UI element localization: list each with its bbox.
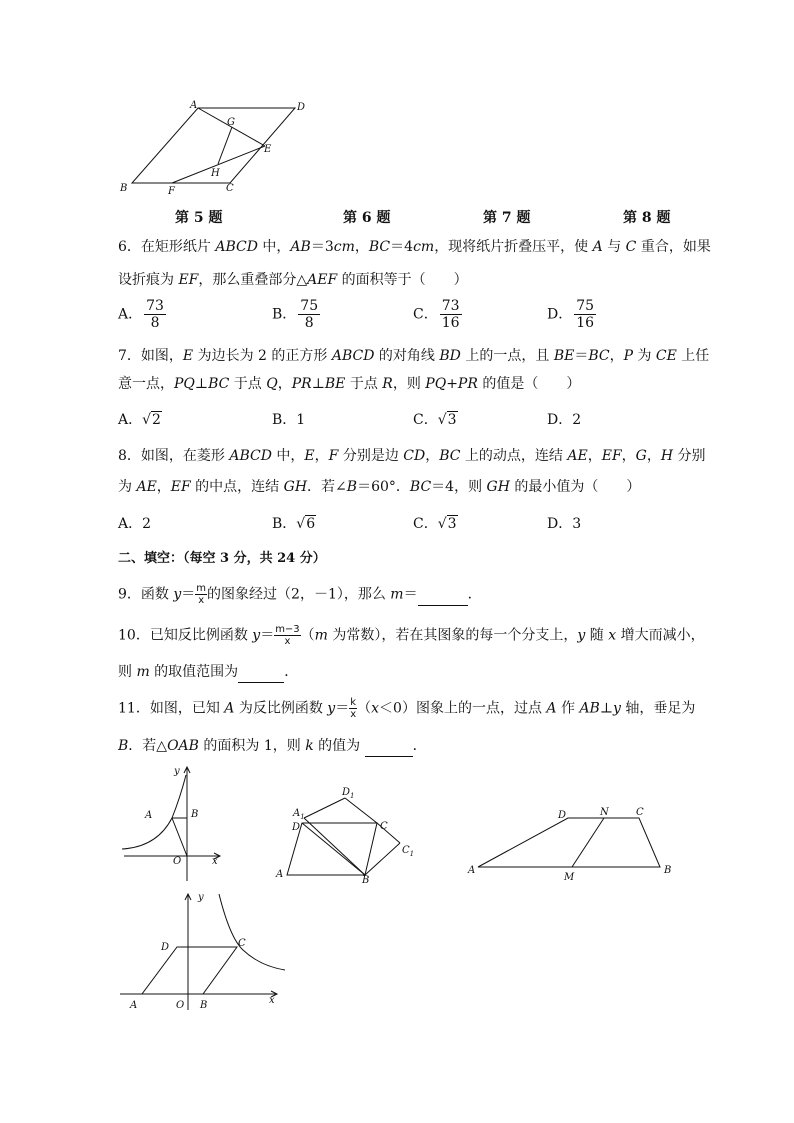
label-N: N xyxy=(600,807,609,818)
label-H: H xyxy=(211,168,220,179)
label-F: F xyxy=(168,186,175,197)
label-O: O xyxy=(173,856,182,867)
label-M: M xyxy=(564,872,575,883)
label-B: B xyxy=(120,183,128,194)
label-D: D xyxy=(292,822,301,833)
q10-line2: 则 m 的取值范围为 ． xyxy=(118,662,298,683)
label-C: C xyxy=(636,807,644,818)
q11-answer-blank[interactable] xyxy=(365,736,413,757)
label-G: G xyxy=(227,117,235,128)
q11-line2: B．若△OAB 的面积为 1，则 k 的值为 ． xyxy=(118,736,427,757)
q8-option-b: B．√6 xyxy=(272,516,316,532)
label-A: A xyxy=(130,1000,138,1011)
label-B: B xyxy=(200,1000,208,1011)
label-D1: $D_1$ xyxy=(342,787,355,800)
label-A: A xyxy=(145,810,153,821)
label-A: A xyxy=(276,869,284,880)
label-O: O xyxy=(176,1000,185,1011)
caption-q5: 第 5 题 xyxy=(175,210,223,226)
parallelogram-hyperbola-figure xyxy=(115,888,290,1018)
q10-line1: 10．已知反比例函数 y＝ $\frac{m-3}{x}$ （m 为常数），若在其图象的每一个分支上，y 随 x 增大而减小， xyxy=(118,624,705,647)
label-D: D xyxy=(297,102,306,113)
q7-option-a: A．√2 xyxy=(118,412,161,428)
q9-line: 9．函数 y＝ $\frac{m}{x}$ 的图象经过（2，－1），那么 m＝ ． xyxy=(118,583,482,606)
q8-line1: 8．如图，在菱形 ABCD 中，E，F 分别是边 CD，BC 上的动点，连结 AE，EF，G，H 分别 xyxy=(118,448,706,464)
label-y: y xyxy=(174,766,180,777)
label-x: x xyxy=(269,995,275,1006)
caption-q8: 第 8 题 xyxy=(623,210,671,226)
label-C: C xyxy=(226,183,234,194)
label-B: B xyxy=(191,809,199,820)
q7-option-c: C．√3 xyxy=(413,412,457,428)
q9-answer-blank[interactable] xyxy=(418,585,468,606)
label-y: y xyxy=(198,892,204,903)
label-A1: $A_1$ xyxy=(293,808,305,821)
q8-option-c: C．√3 xyxy=(413,516,457,532)
q6-option-a: A． $\frac{73}{8}$ xyxy=(118,298,164,331)
q8-line2: 为 AE，EF 的中点，连结 GH．若∠B＝60°．BC＝4，则 GH 的最小值为（ ） xyxy=(118,479,641,495)
section-2-heading: 二、填空：（每空 3 分，共 24 分） xyxy=(118,551,326,566)
q7-line1: 7．如图，E 为边长为 2 的正方形 ABCD 的对角线 BD 上的一点，且 BE＝BC，P 为 CE 上任 xyxy=(118,348,710,364)
label-D: D xyxy=(161,942,170,953)
label-x: x xyxy=(212,856,218,867)
label-C: C xyxy=(238,938,246,949)
q7-option-d: D．2 xyxy=(547,412,582,428)
rhombus-figure xyxy=(110,98,310,198)
trapezoid-figure xyxy=(462,803,687,883)
label-B: B xyxy=(664,865,672,876)
caption-q6: 第 6 题 xyxy=(343,210,391,226)
q8-option-a: A．2 xyxy=(118,516,152,532)
q6-line2: 设折痕为 EF，那么重叠部分△AEF 的面积等于（ ） xyxy=(118,272,468,288)
q7-line2: 意一点，PQ⊥BC 于点 Q，PR⊥BE 于点 R，则 PQ+PR 的值是（ ） xyxy=(118,376,581,392)
label-A: A xyxy=(468,865,476,876)
label-D: D xyxy=(558,810,567,821)
q7-option-b: B．1 xyxy=(272,412,306,428)
q11-figure xyxy=(112,763,227,885)
label-E: E xyxy=(264,144,272,155)
label-B: B xyxy=(362,875,370,886)
q6-option-b: B． $\frac{75}{8}$ xyxy=(272,298,319,331)
caption-q7: 第 7 题 xyxy=(483,210,531,226)
q11-line1: 11．如图，已知 A 为反比例函数 y＝ $\frac{k}{x}$ （x＜0）图象上的一点，过点 A 作 AB⊥y 轴，垂足为 xyxy=(118,697,696,720)
q6-option-c: C． $\frac{73}{16}$ xyxy=(413,298,460,331)
fold-figure xyxy=(270,783,420,887)
label-A: A xyxy=(190,100,198,111)
q8-option-d: D．3 xyxy=(547,516,582,532)
label-C: C xyxy=(380,821,388,832)
q6-option-d: D． $\frac{75}{16}$ xyxy=(547,298,595,331)
q6-line1: 6．在矩形纸片 ABCD 中，AB＝3cm，BC＝4cm，现将纸片折叠压平，使 A 与 C 重合，如果 xyxy=(118,239,711,255)
label-C1: $C_1$ xyxy=(402,845,415,858)
q10-answer-blank[interactable] xyxy=(238,662,284,683)
